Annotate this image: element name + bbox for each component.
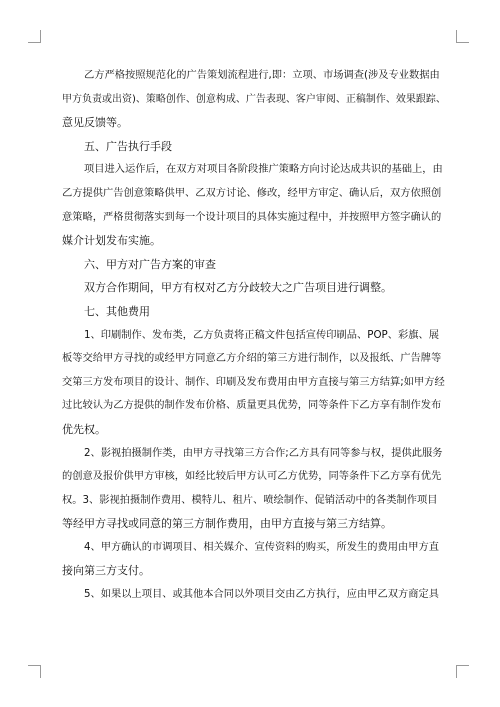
text-line: 优先权。	[62, 422, 106, 436]
crop-mark-top-right	[456, 30, 469, 43]
crop-mark-top-left	[28, 30, 41, 43]
text-line: 权。3、影视拍摄制作费用、模特儿、租片、喷绘制作、促销活动中的各类制作项目	[62, 493, 438, 506]
text-line: 交第三方发布项目的设计、制作、印刷及发布费用由甲方直接与第三方结算;如甲方经	[62, 375, 445, 388]
crop-mark-bottom-left	[28, 665, 41, 678]
text-line: 5、如果以上项目、或其他本合同以外项目交由乙方执行，应由甲乙双方商定具	[84, 588, 440, 601]
text-line: 2、影视拍摄制作类，由甲方寻找第三方合作;乙方具有同等参与权，提供此服务	[84, 446, 443, 459]
text-line: 过比较认为乙方提供的制作发布价格、质量更具优势，同等条件下乙方享有制作发布	[62, 399, 442, 412]
text-line: 七、其他费用	[84, 304, 150, 318]
text-line: 甲方负责或出资)、策略创作、创意构成、广告表现、客户审阅、正稿制作、效果跟踪、	[62, 93, 446, 105]
text-line: 五、广告执行手段	[84, 139, 172, 153]
text-line: 接向第三方支付。	[62, 564, 150, 578]
text-line: 双方合作期间，甲方有权对乙方分歧较大之广告项目进行调整。	[84, 281, 392, 295]
text-line: 乙方严格按照规范化的广告策划流程进行,即：立项、市场调查(涉及专业数据由	[84, 69, 440, 81]
text-line: 的创意及报价供甲方审核，如经比较后甲方认可乙方优势，同等条件下乙方享有优先	[62, 470, 442, 483]
text-line: 六、甲方对广告方案的审查	[84, 257, 216, 271]
text-line: 板等交给甲方寻找的或经甲方同意乙方介绍的第三方进行制作，以及报纸、广告牌等	[62, 352, 442, 365]
text-line: 意见反馈等。	[62, 116, 128, 130]
text-line: 4、甲方确认的市调项目、相关媒介、宣传资料的购买，所发生的费用由甲方直	[84, 540, 440, 553]
text-line: 乙方提供广告创意策略供甲、乙双方讨论、修改，经甲方审定、确认后，双方依照创	[62, 186, 442, 199]
crop-mark-bottom-right	[456, 665, 469, 678]
text-line: 媒介计划发布实施。	[62, 234, 161, 248]
text-line: 意策略，严格贯彻落实到每一个设计项目的具体实施过程中，并按照甲方签字确认的	[62, 210, 442, 223]
text-line: 等经甲方寻找或同意的第三方制作费用，由甲方直接与第三方结算。	[62, 517, 392, 531]
text-line: 1、印刷制作、发布类，乙方负责将正稿文件包括宣传印刷品、POP、彩旗、展	[84, 328, 439, 341]
text-line: 项目进入运作后，在双方对项目各阶段推广策略方向讨论达成共识的基础上，由	[84, 163, 443, 176]
document-body	[62, 64, 446, 607]
